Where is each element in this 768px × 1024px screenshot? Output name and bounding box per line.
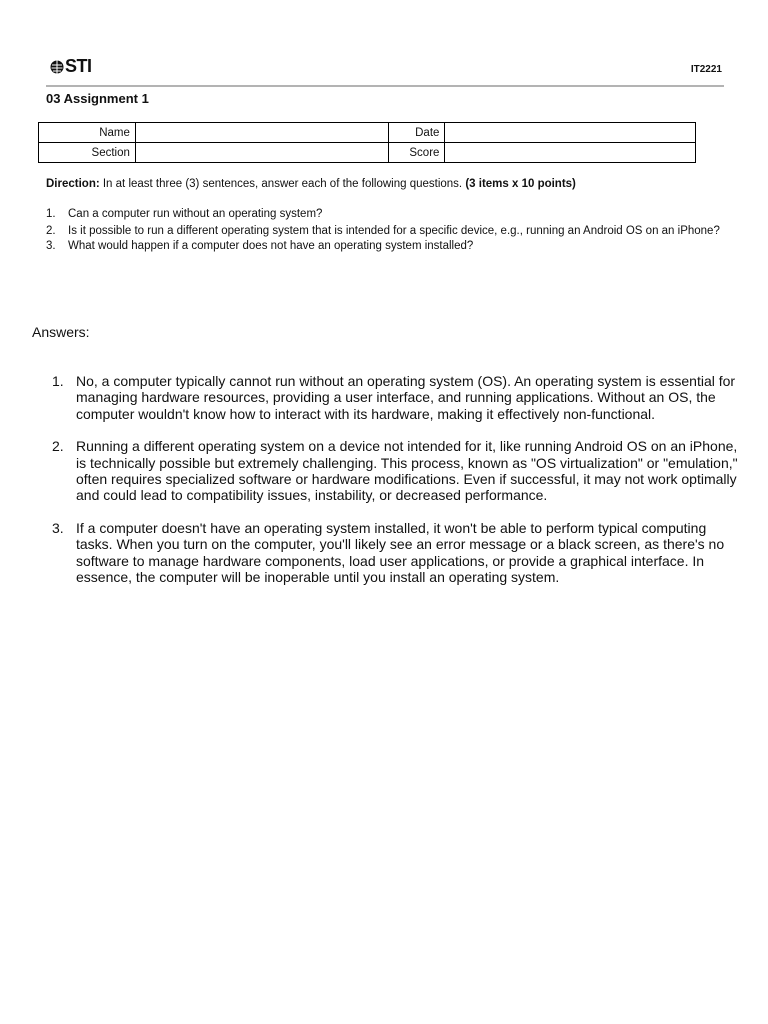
name-field[interactable] xyxy=(135,123,389,143)
name-label: Name xyxy=(39,123,136,143)
list-item xyxy=(46,225,722,238)
student-info-table xyxy=(38,122,696,163)
list-item xyxy=(46,208,722,221)
question-text: What would happen if a computer does not have an operating system installed? xyxy=(68,240,474,252)
score-field[interactable] xyxy=(445,143,696,163)
course-code: IT2221 xyxy=(690,64,722,75)
list-item xyxy=(52,373,740,422)
header-divider xyxy=(46,85,724,87)
answer-number: 3. xyxy=(52,519,64,536)
direction-text xyxy=(46,178,726,190)
list-item xyxy=(46,240,722,253)
list-item xyxy=(52,438,740,504)
answer-number: 2. xyxy=(52,438,64,455)
direction-points: (3 items x 10 points) xyxy=(465,178,576,190)
sti-logo xyxy=(50,56,92,77)
score-label: Score xyxy=(389,143,445,163)
answer-text: If a computer doesn't have an operating system installed, it won't be able to perform typical computing tasks. When you turn on the computer, you'll likely see an error message or a black screen, as there's no software to manage hardware components, load user applications, or provide a graphical interface. In essence, the computer will be inoperable until you install an operating system. xyxy=(76,519,725,586)
direction-label: Direction: xyxy=(46,178,100,190)
question-number: 3. xyxy=(46,240,56,252)
question-number: 2. xyxy=(46,225,56,237)
answer-text: No, a computer typically cannot run without an operating system (OS). An operating system is essential for managing hardware resources, providing a user interface, and running applications. Without an OS, the computer wouldn't know how to interact with its hardware, making it effectively non-functional. xyxy=(76,373,736,422)
table-row xyxy=(39,123,696,143)
question-text: Is it possible to run a different operating system that is intended for a specific device, e.g., running an Android OS on an iPhone? xyxy=(68,225,720,237)
question-number: 1. xyxy=(46,208,56,220)
answer-number: 1. xyxy=(52,373,64,389)
direction-body: In at least three (3) sentences, answer each of the following questions. xyxy=(99,178,466,190)
logo-text: STI xyxy=(65,56,92,76)
page-title: 03 Assignment 1 xyxy=(46,91,149,106)
question-list xyxy=(46,208,722,257)
date-label: Date xyxy=(389,123,445,143)
answer-list xyxy=(52,373,740,601)
date-field[interactable] xyxy=(445,123,696,143)
answers-heading: Answers: xyxy=(32,324,90,340)
answer-text: Running a different operating system on a device not intended for it, like running Android OS on an iPhone, is technically possible but extremely challenging. This process, known as "OS virtualization" or "emulation," often requires specialized software or hardware modifications. Even if successful, it may not work optimally and could lead to compatibility issues, instability, or decreased performance. xyxy=(76,438,738,504)
section-label: Section xyxy=(39,143,136,163)
sti-globe-icon xyxy=(50,59,64,75)
question-text: Can a computer run without an operating system? xyxy=(68,208,323,220)
list-item xyxy=(52,520,740,586)
section-field[interactable] xyxy=(135,143,389,163)
table-row xyxy=(39,143,696,163)
